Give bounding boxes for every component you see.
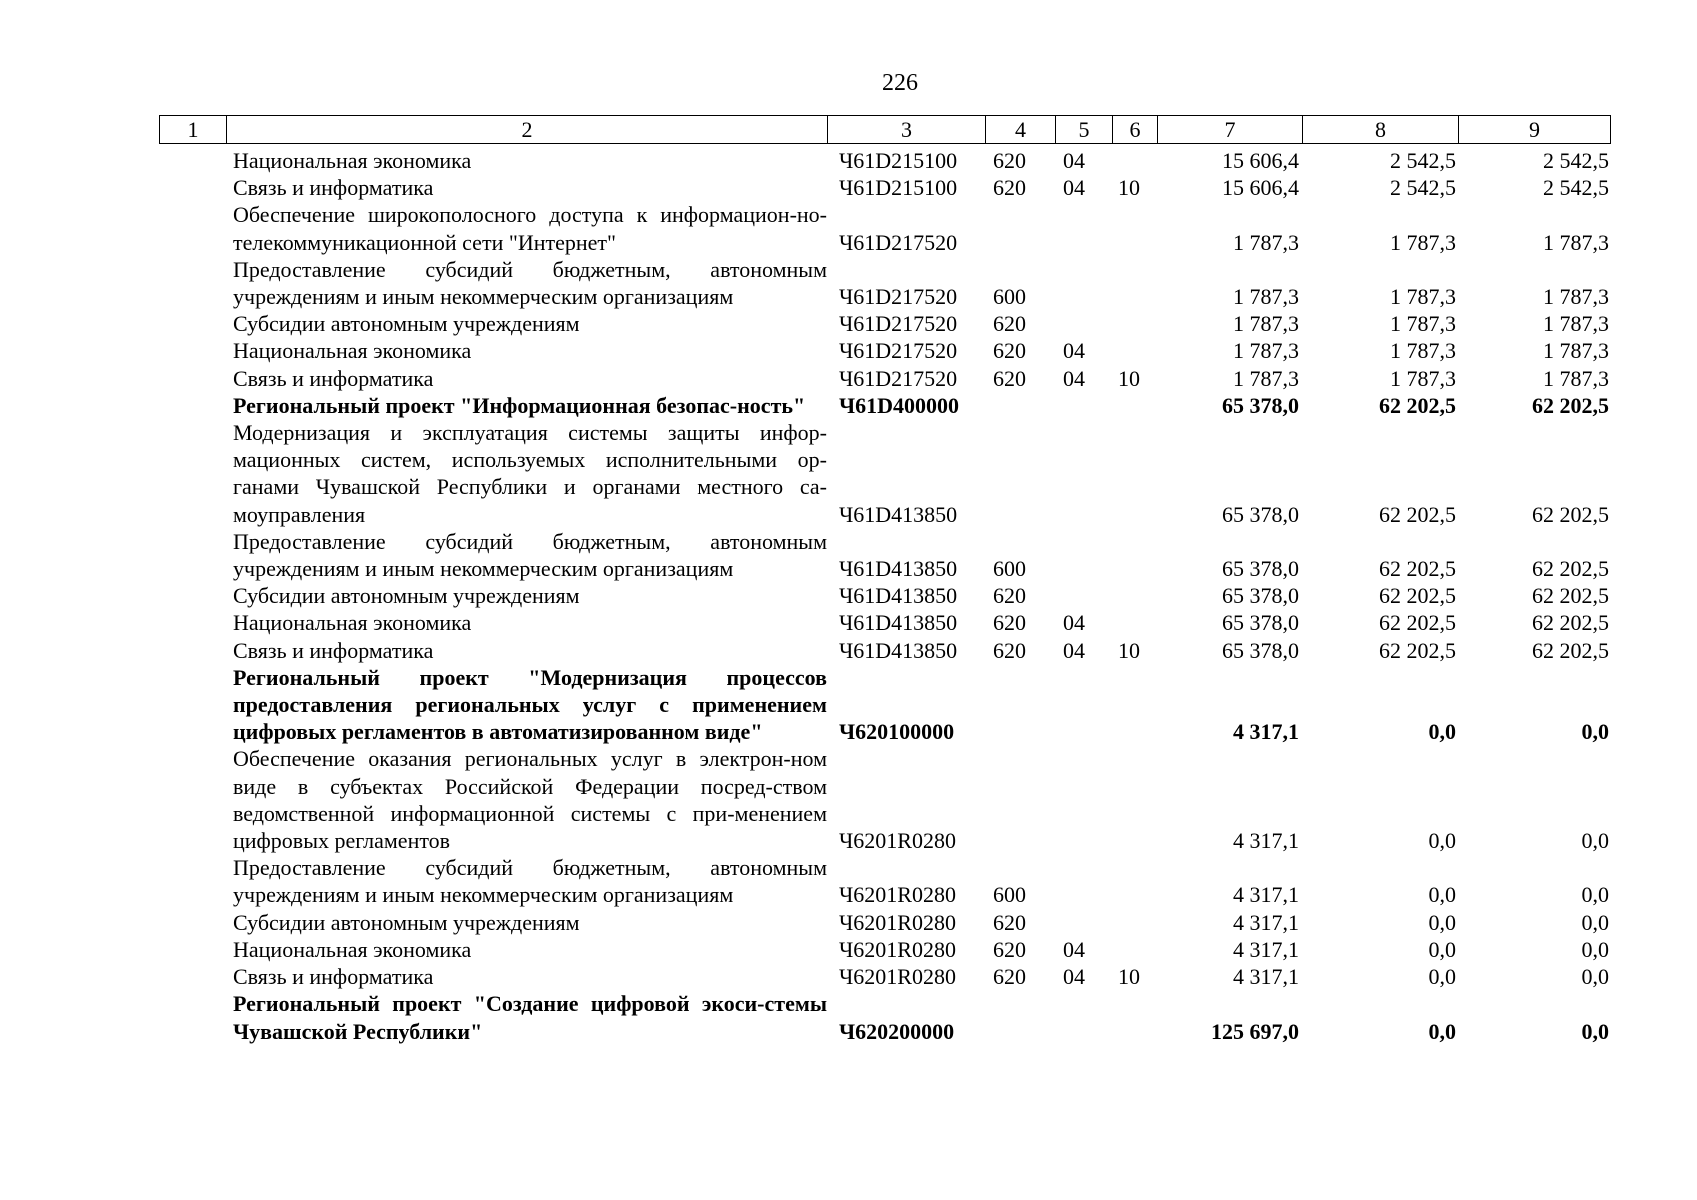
- row-section: 04: [1063, 964, 1085, 990]
- row-amount-year-1: 4 317,1: [1233, 936, 1299, 962]
- budget-table-body: [159, 147, 1610, 1045]
- table-row: [159, 582, 1610, 609]
- table-row: [159, 963, 1610, 990]
- row-amount-year-3: 1 787,3: [1543, 284, 1609, 310]
- row-target-code: Ч6201R0280: [839, 882, 956, 908]
- row-subsection: 10: [1118, 175, 1140, 201]
- row-amount-year-1: 15 606,4: [1222, 175, 1299, 201]
- row-name: Связь и информатика: [233, 365, 434, 391]
- row-target-code: Ч6201R0280: [839, 828, 956, 854]
- row-amount-year-1: 65 378,0: [1222, 637, 1299, 663]
- row-expense-type: 620: [993, 909, 1026, 935]
- row-amount-year-2: 62 202,5: [1379, 583, 1456, 609]
- table-row: [159, 609, 1610, 636]
- table-row: [159, 909, 1610, 936]
- row-amount-year-1: 1 787,3: [1233, 338, 1299, 364]
- row-amount-year-3: 0,0: [1581, 909, 1609, 935]
- row-amount-year-1: 1 787,3: [1233, 284, 1299, 310]
- row-name: Обеспечение широкополосного доступа к информацион-но-телекоммуникационной сети "Интернет": [233, 202, 827, 255]
- table-row: [159, 419, 1610, 528]
- row-amount-year-1: 4 317,1: [1233, 719, 1299, 745]
- row-amount-year-1: 4 317,1: [1233, 964, 1299, 990]
- row-amount-year-1: 125 697,0: [1211, 1018, 1299, 1044]
- table-row: [159, 528, 1610, 582]
- row-amount-year-2: 0,0: [1428, 936, 1456, 962]
- row-amount-year-1: 65 378,0: [1222, 610, 1299, 636]
- row-target-code: Ч61D413850: [839, 501, 958, 527]
- row-amount-year-3: 1 787,3: [1543, 338, 1609, 364]
- table-row: [159, 147, 1610, 174]
- row-subsection: 10: [1118, 964, 1140, 990]
- row-name: Субсидии автономным учреждениям: [233, 311, 580, 337]
- row-target-code: Ч61D413850: [839, 556, 958, 582]
- row-amount-year-3: 0,0: [1581, 964, 1609, 990]
- row-subsection: 10: [1118, 365, 1140, 391]
- page-number: 226: [882, 70, 918, 96]
- row-amount-year-3: 1 787,3: [1543, 229, 1609, 255]
- row-amount-year-3: 0,0: [1581, 882, 1609, 908]
- header-col-3: 3: [828, 116, 986, 144]
- row-subsection: 10: [1118, 637, 1140, 663]
- header-col-1: 1: [160, 116, 227, 144]
- row-target-code: Ч61D217520: [839, 284, 958, 310]
- row-target-code: Ч61D215100: [839, 148, 958, 173]
- table-row: [159, 936, 1610, 963]
- column-header-table: [159, 115, 1611, 144]
- row-amount-year-2: 0,0: [1428, 1018, 1456, 1044]
- row-amount-year-3: 2 542,5: [1543, 148, 1609, 173]
- table-row: [159, 365, 1610, 392]
- row-amount-year-3: 62 202,5: [1532, 610, 1609, 636]
- row-target-code: Ч61D413850: [839, 583, 958, 609]
- row-target-code: Ч6201R0280: [839, 936, 956, 962]
- row-target-code: Ч61D217520: [839, 229, 958, 255]
- row-section: 04: [1063, 365, 1085, 391]
- row-amount-year-2: 0,0: [1428, 964, 1456, 990]
- row-amount-year-3: 0,0: [1581, 719, 1609, 745]
- row-name: Предоставление субсидий бюджетным, автономным учреждениям и иным некоммерческим организациям: [233, 855, 827, 908]
- row-amount-year-1: 1 787,3: [1233, 311, 1299, 337]
- row-section: 04: [1063, 175, 1085, 201]
- row-name: Национальная экономика: [233, 148, 472, 173]
- header-col-4: 4: [986, 116, 1056, 144]
- header-col-5: 5: [1056, 116, 1113, 144]
- row-amount-year-1: 4 317,1: [1233, 828, 1299, 854]
- row-amount-year-2: 1 787,3: [1390, 284, 1456, 310]
- table-row: [159, 201, 1610, 255]
- row-expense-type: 620: [993, 338, 1026, 364]
- row-target-code: Ч61D413850: [839, 610, 958, 636]
- row-name: Обеспечение оказания региональных услуг в электрон-ном виде в субъектах Российской Федерации посред-ством ведомственной информационной системы с при-менением цифровых регламентов: [233, 746, 827, 854]
- row-name: Модернизация и эксплуатация системы защиты инфор-мационных систем, используемых исполнительными ор-ганами Чувашской Республики и органами местного са-моуправления: [233, 420, 827, 527]
- row-amount-year-3: 62 202,5: [1532, 583, 1609, 609]
- row-target-code: Ч6201R0280: [839, 909, 956, 935]
- row-amount-year-3: 0,0: [1581, 828, 1609, 854]
- row-amount-year-2: 0,0: [1428, 909, 1456, 935]
- table-row: [159, 174, 1610, 201]
- row-section: 04: [1063, 610, 1085, 636]
- header-col-2: 2: [227, 116, 828, 144]
- row-section: 04: [1063, 148, 1085, 173]
- row-name: Субсидии автономным учреждениям: [233, 909, 580, 935]
- row-name: Национальная экономика: [233, 936, 472, 962]
- row-expense-type: 600: [993, 556, 1026, 582]
- row-amount-year-3: 62 202,5: [1532, 556, 1609, 582]
- row-name: Связь и информатика: [233, 175, 434, 201]
- row-name: Связь и информатика: [233, 964, 434, 990]
- row-amount-year-3: 2 542,5: [1543, 175, 1609, 201]
- row-amount-year-1: 1 787,3: [1233, 365, 1299, 391]
- row-amount-year-2: 62 202,5: [1379, 637, 1456, 663]
- row-amount-year-2: 0,0: [1428, 828, 1456, 854]
- row-amount-year-2: 2 542,5: [1390, 175, 1456, 201]
- row-amount-year-2: 1 787,3: [1390, 229, 1456, 255]
- row-amount-year-3: 62 202,5: [1532, 392, 1609, 418]
- row-section: 04: [1063, 936, 1085, 962]
- row-amount-year-2: 1 787,3: [1390, 338, 1456, 364]
- table-row: [159, 392, 1610, 419]
- row-amount-year-3: 0,0: [1581, 1018, 1609, 1044]
- table-row: [159, 337, 1610, 364]
- row-amount-year-1: 1 787,3: [1233, 229, 1299, 255]
- table-row: [159, 256, 1610, 310]
- row-name: Предоставление субсидий бюджетным, автономным учреждениям и иным некоммерческим организациям: [233, 256, 827, 310]
- row-expense-type: 620: [993, 148, 1026, 173]
- row-amount-year-3: 1 787,3: [1543, 365, 1609, 391]
- row-expense-type: 620: [993, 936, 1026, 962]
- header-col-6: 6: [1113, 116, 1158, 144]
- row-target-code: Ч620100000: [839, 719, 955, 745]
- row-name: Региональный проект "Модернизация процессов предоставления региональных услуг с применением цифровых регламентов в автоматизированном виде": [233, 664, 827, 745]
- row-expense-type: 620: [993, 175, 1026, 201]
- row-target-code: Ч61D400000: [839, 392, 960, 418]
- row-target-code: Ч61D215100: [839, 175, 958, 201]
- row-amount-year-3: 62 202,5: [1532, 637, 1609, 663]
- table-row: [159, 745, 1610, 854]
- table-row: [159, 990, 1610, 1044]
- row-expense-type: 620: [993, 610, 1026, 636]
- row-amount-year-2: 0,0: [1428, 719, 1456, 745]
- row-expense-type: 600: [993, 284, 1026, 310]
- row-amount-year-2: 1 787,3: [1390, 311, 1456, 337]
- row-amount-year-3: 62 202,5: [1532, 501, 1609, 527]
- table-row: [159, 637, 1610, 664]
- table-row: [159, 664, 1610, 746]
- row-name: Национальная экономика: [233, 610, 472, 636]
- header-col-9: 9: [1459, 116, 1611, 144]
- row-name: Субсидии автономным учреждениям: [233, 583, 580, 609]
- row-expense-type: 620: [993, 637, 1026, 663]
- header-col-7: 7: [1158, 116, 1303, 144]
- row-amount-year-1: 4 317,1: [1233, 909, 1299, 935]
- row-expense-type: 620: [993, 583, 1026, 609]
- row-target-code: Ч61D217520: [839, 365, 958, 391]
- row-amount-year-2: 2 542,5: [1390, 148, 1456, 173]
- row-section: 04: [1063, 637, 1085, 663]
- row-amount-year-1: 15 606,4: [1222, 148, 1299, 173]
- row-section: 04: [1063, 338, 1085, 364]
- row-target-code: Ч6201R0280: [839, 964, 956, 990]
- row-name: Региональный проект "Информационная безопас-ность": [233, 392, 806, 418]
- row-amount-year-2: 0,0: [1428, 882, 1456, 908]
- row-expense-type: 620: [993, 311, 1026, 337]
- row-amount-year-3: 0,0: [1581, 936, 1609, 962]
- row-amount-year-2: 62 202,5: [1379, 501, 1456, 527]
- row-expense-type: 620: [993, 365, 1026, 391]
- row-name: Региональный проект "Создание цифровой экоси-стемы Чувашской Республики": [233, 991, 827, 1044]
- header-col-8: 8: [1303, 116, 1459, 144]
- row-amount-year-2: 62 202,5: [1379, 556, 1456, 582]
- row-amount-year-1: 65 378,0: [1222, 583, 1299, 609]
- row-amount-year-1: 65 378,0: [1222, 392, 1299, 418]
- row-amount-year-2: 62 202,5: [1379, 610, 1456, 636]
- row-amount-year-2: 1 787,3: [1390, 365, 1456, 391]
- row-expense-type: 600: [993, 882, 1026, 908]
- row-name: Предоставление субсидий бюджетным, автономным учреждениям и иным некоммерческим организациям: [233, 528, 827, 582]
- table-row: [159, 854, 1610, 908]
- row-name: Связь и информатика: [233, 637, 434, 663]
- row-target-code: Ч61D217520: [839, 311, 958, 337]
- row-amount-year-2: 62 202,5: [1379, 392, 1456, 418]
- row-amount-year-3: 1 787,3: [1543, 311, 1609, 337]
- row-target-code: Ч61D217520: [839, 338, 958, 364]
- table-row: [159, 310, 1610, 337]
- row-target-code: Ч620200000: [839, 1018, 955, 1044]
- row-target-code: Ч61D413850: [839, 637, 958, 663]
- row-name: Национальная экономика: [233, 338, 472, 364]
- row-amount-year-1: 4 317,1: [1233, 882, 1299, 908]
- row-amount-year-1: 65 378,0: [1222, 501, 1299, 527]
- row-expense-type: 620: [993, 964, 1026, 990]
- row-amount-year-1: 65 378,0: [1222, 556, 1299, 582]
